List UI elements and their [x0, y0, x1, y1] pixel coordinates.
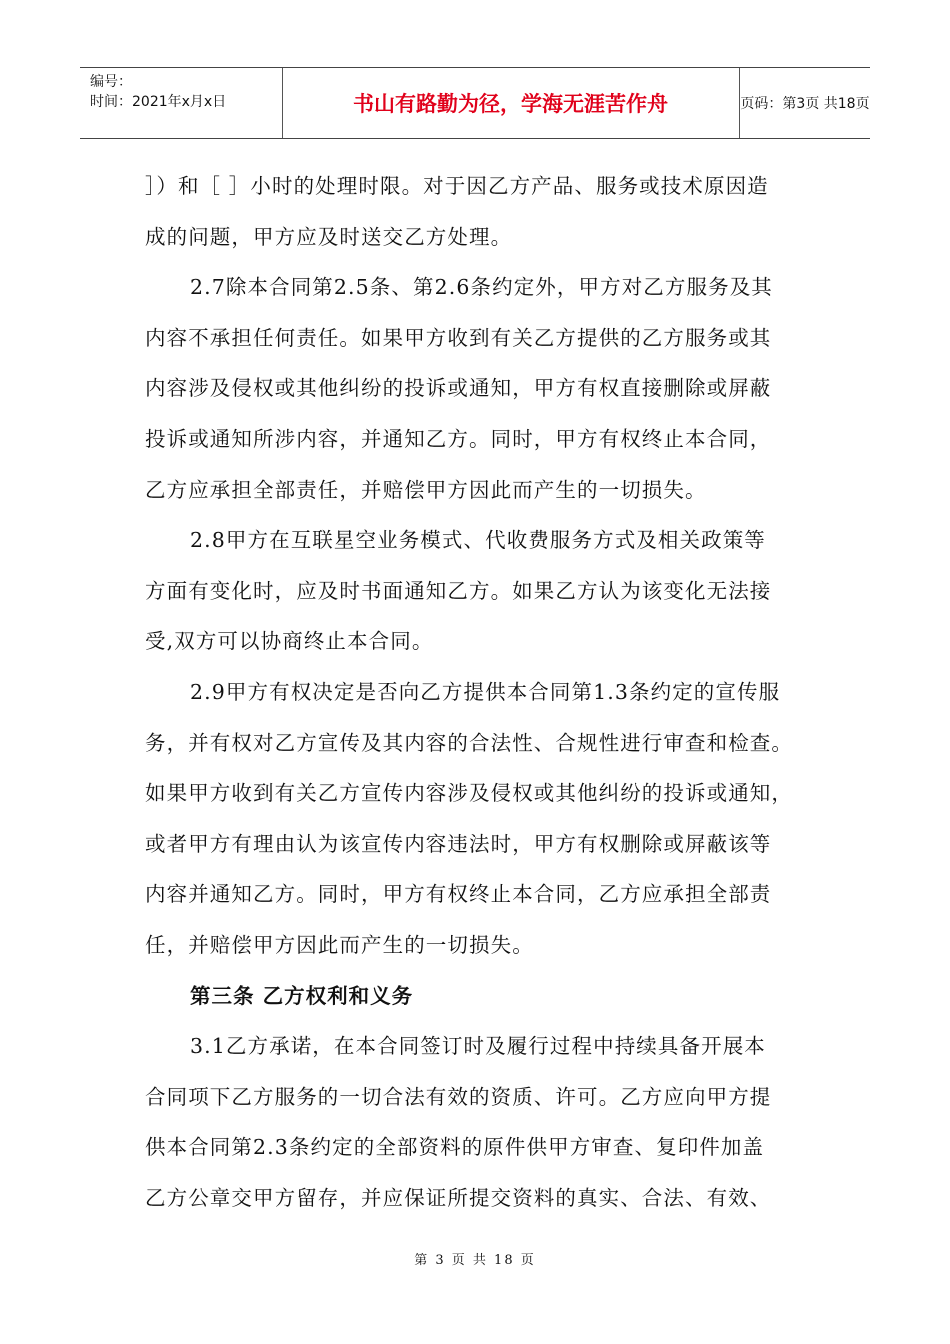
body-line: 内容不承担任何责任。如果甲方收到有关乙方提供的乙方服务或其: [145, 325, 772, 350]
section-heading: 第三条 乙方权利和义务: [190, 983, 414, 1008]
page-footer: 第 3 页 共 18 页: [414, 1253, 536, 1268]
body-line: 务，并有权对乙方宣传及其内容的合法性、合规性进行审查和检查。: [145, 730, 793, 755]
document-body: [145, 172, 810, 1234]
body-line: 成的问题，甲方应及时送交乙方处理。: [145, 224, 513, 249]
body-line: 内容涉及侵权或其他纠纷的投诉或通知，甲方有权直接删除或屏蔽: [145, 376, 772, 401]
body-line: 2.8甲方在互联星空业务模式、代收费服务方式及相关政策等: [190, 528, 766, 553]
body-line: 或者甲方有理由认为该宣传内容违法时，甲方有权删除或屏蔽该等: [145, 831, 772, 856]
header-page-code: 页码：第3页 共18页: [740, 96, 870, 112]
body-line: ］）和［ ］小时的处理时限。对于因乙方产品、服务或技术原因造: [145, 174, 769, 198]
header-motto: 书山有路勤为径，学海无涯苦作舟: [353, 92, 668, 116]
body-line: 投诉或通知所涉内容，并通知乙方。同时，甲方有权终止本合同，: [145, 426, 772, 451]
body-line: 乙方公章交甲方留存，并应保证所提交资料的真实、合法、有效、: [145, 1185, 772, 1210]
body-line: 2.9甲方有权决定是否向乙方提供本合同第1.3条约定的宣传服: [190, 679, 781, 704]
body-line: 合同项下乙方服务的一切合法有效的资质、许可。乙方应向甲方提: [145, 1084, 772, 1109]
body-line: 供本合同第2.3条约定的全部资料的原件供甲方审查、复印件加盖: [145, 1135, 765, 1160]
page-header: [80, 67, 870, 139]
header-info-cell: [80, 68, 282, 138]
document-date-label: 时间：2021年x月x日: [90, 94, 227, 110]
body-line: 任，并赔偿甲方因此而产生的一切损失。: [145, 932, 534, 957]
body-line: 2.7除本合同第2.5条、第2.6条约定外，甲方对乙方服务及其: [190, 275, 773, 300]
body-line: 内容并通知乙方。同时，甲方有权终止本合同，乙方应承担全部责: [145, 882, 772, 907]
body-line: 如果甲方收到有关乙方宣传内容涉及侵权或其他纠纷的投诉或通知，: [145, 781, 793, 806]
body-line: 3.1乙方承诺，在本合同签订时及履行过程中持续具备开展本: [190, 1034, 766, 1059]
body-line: 乙方应承担全部责任，并赔偿甲方因此而产生的一切损失。: [145, 477, 707, 502]
document-number-label: 编号：: [90, 74, 132, 90]
body-line: 受,双方可以协商终止本合同。: [145, 629, 434, 654]
body-line: 方面有变化时，应及时书面通知乙方。如果乙方认为该变化无法接: [145, 578, 772, 603]
